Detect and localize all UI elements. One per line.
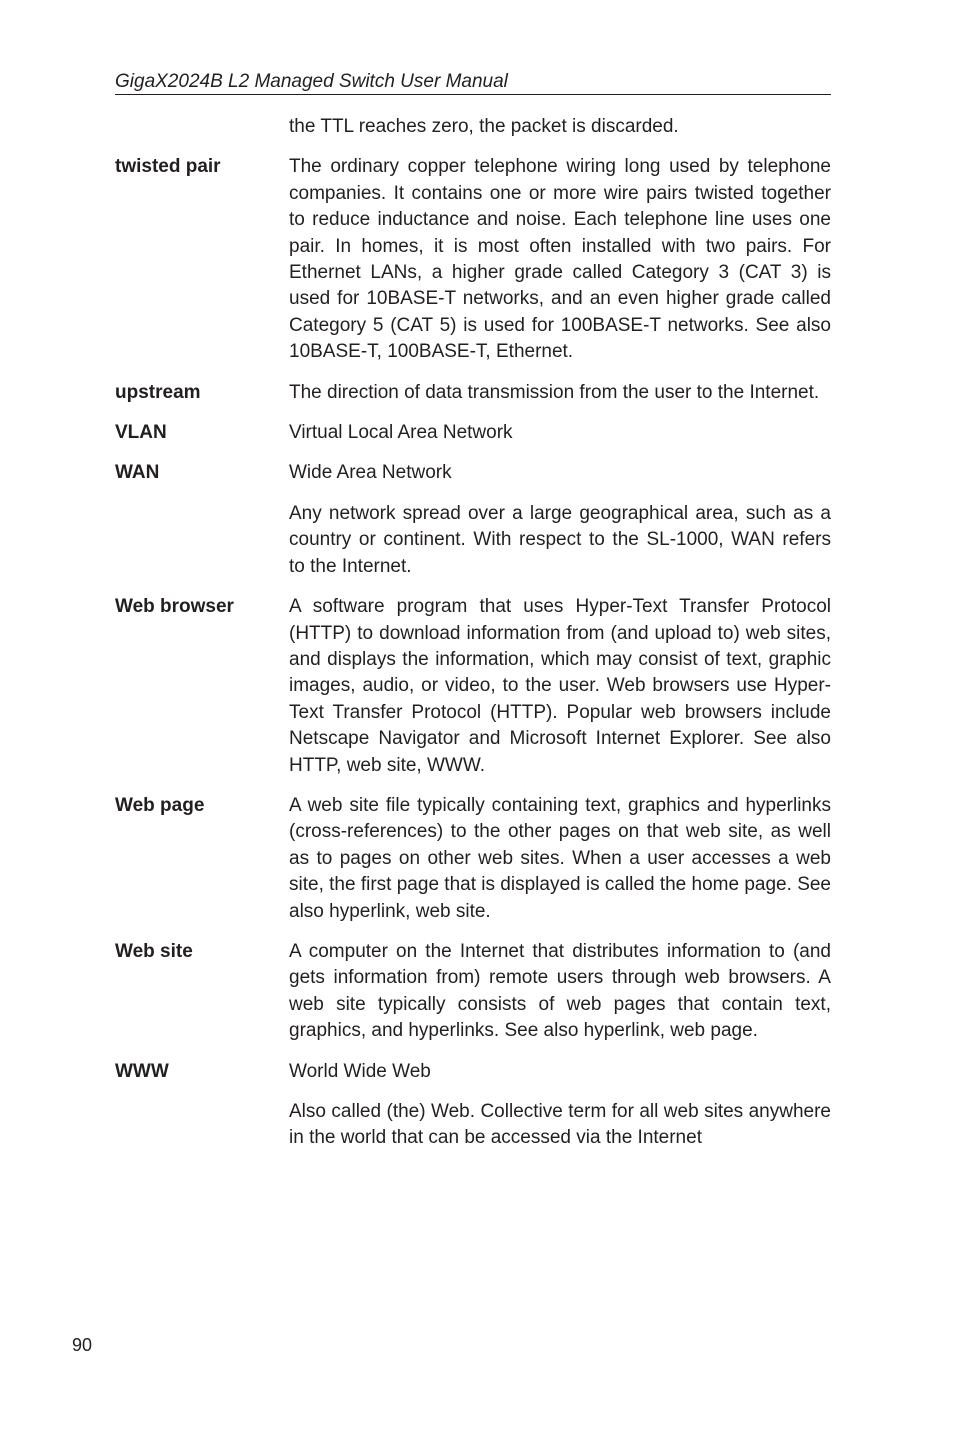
glossary-definition (289, 460, 831, 580)
glossary-entry-wan (115, 460, 831, 580)
definition-text: A web site file typically containing text, graphics and hyperlinks (cross-references) to the other pages on that web site, as well as to pages on other web sites. When a user accesses a web site, the first page that is displayed is called the home page. See also hyperlink, web site. (289, 794, 831, 922)
glossary-entry-web-site (115, 939, 831, 1045)
running-header (115, 70, 831, 95)
glossary-entry-www (115, 1059, 831, 1152)
definition-text: The ordinary copper telephone wiring long used by telephone companies. It contains one or more wire pairs twisted together to reduce inductance and noise. Each telephone line uses one pair. In homes, it is most often installed with two pairs. For Ethernet LANs, a higher grade called Category 3 (CAT 3) is used for 10BASE-T networks, and an even higher grade called Category 5 (CAT 5) is used for 100BASE-T networks. See also 10BASE-T, 100BASE-T, Ethernet. (289, 156, 831, 363)
glossary-entry-twisted-pair (115, 154, 831, 365)
glossary-definition (289, 939, 831, 1045)
glossary-entry-web-browser (115, 594, 831, 779)
glossary-term: WAN (115, 462, 160, 484)
glossary-term: WWW (115, 1060, 169, 1082)
glossary-definition (289, 114, 831, 140)
page-number: 90 (72, 1335, 93, 1355)
glossary-entry-web-page (115, 793, 831, 925)
definition-text: Wide Area Network (289, 462, 452, 484)
definition-text: A computer on the Internet that distributes information to (and gets information from) remote users through web browsers. A web site typically consists of web pages that contain text, graphics, and hyperlinks. See also hyperlink, web page. (289, 940, 831, 1042)
glossary-term: upstream (115, 381, 201, 403)
definition-text: Also called (the) Web. Collective term for all web sites anywhere in the world that can be accessed via the Internet (289, 1101, 831, 1149)
glossary-term: Web page (115, 794, 205, 816)
glossary-definition (289, 1059, 831, 1152)
glossary-definition (289, 793, 831, 925)
definition-text: Virtual Local Area Network (289, 422, 513, 444)
glossary-definition (289, 380, 831, 406)
glossary-definition (289, 594, 831, 779)
definition-text: Any network spread over a large geographical area, such as a country or continent. With respect to the SL-1000, WAN refers to the Internet. (289, 502, 831, 577)
manual-title: GigaX2024B L2 Managed Switch User Manual (115, 71, 508, 92)
glossary-term: Web site (115, 940, 193, 962)
glossary-entry-vlan (115, 420, 831, 446)
glossary-term-empty (115, 114, 289, 140)
glossary-term: VLAN (115, 422, 167, 444)
glossary-entry-upstream (115, 380, 831, 406)
glossary-definition (289, 154, 831, 365)
definition-text: the TTL reaches zero, the packet is discarded. (289, 116, 679, 137)
glossary (115, 114, 831, 1166)
definition-text: A software program that uses Hyper-Text Transfer Protocol (HTTP) to download information from (and upload to) web sites, and displays the information, which may consist of text, graphic images, audio, or video, to the user. Web browsers use Hyper-Text Transfer Protocol (HTTP). Popular web browsers include Netscape Navigator and Microsoft Internet Explorer. See also HTTP, web site, WWW. (289, 596, 831, 776)
glossary-entry-continuation (115, 114, 831, 140)
glossary-term: twisted pair (115, 156, 221, 178)
glossary-term: Web browser (115, 596, 234, 618)
glossary-definition (289, 420, 831, 446)
definition-text: World Wide Web (289, 1060, 431, 1082)
definition-text: The direction of data transmission from the user to the Internet. (289, 381, 820, 403)
